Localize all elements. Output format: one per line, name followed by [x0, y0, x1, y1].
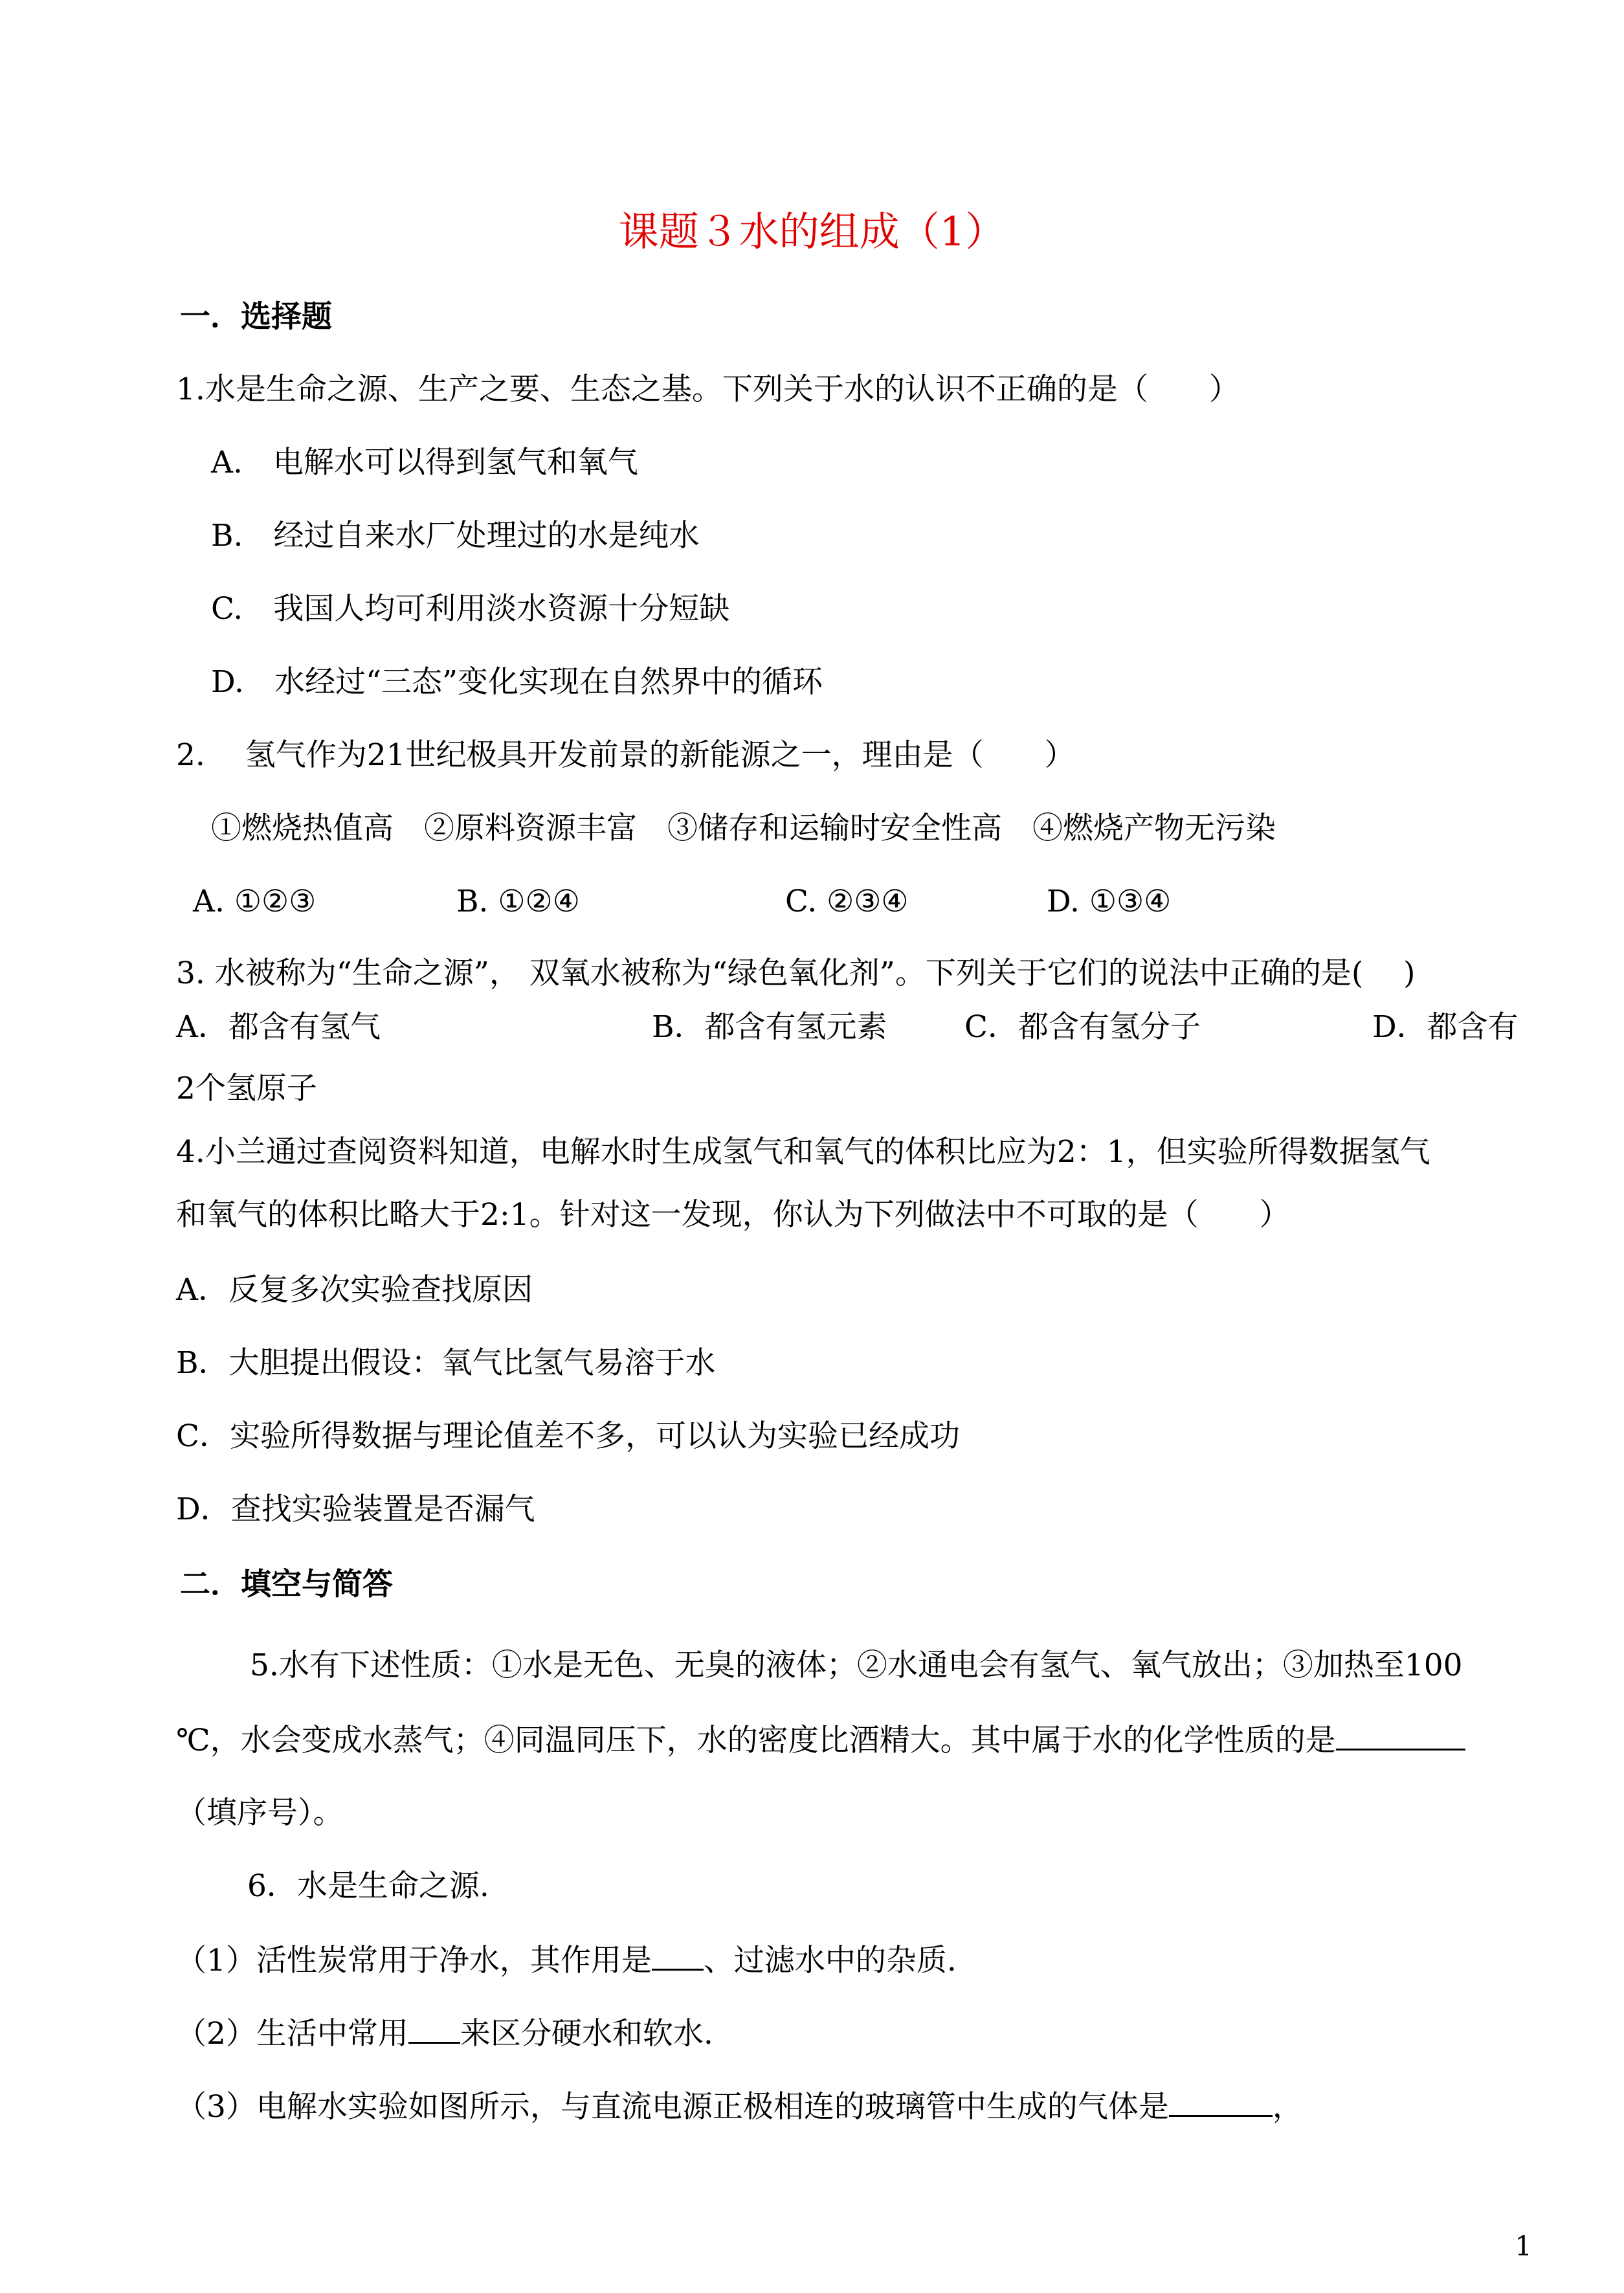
question-6-part-1 [176, 1940, 957, 1980]
question-6-part-2 [176, 2013, 713, 2053]
question-4-option-b: B．大胆提出假设：氧气比氢气易溶于水 [176, 1345, 716, 1381]
question-2-option-a: A. ①②③ [193, 884, 317, 919]
question-3-option-c: C．都含有氢分子 [964, 1009, 1201, 1045]
question-5-line-1: 5.水有下述性质：①水是无色、无臭的液体；②水通电会有氢气、氧气放出；③加热至100 [250, 1648, 1463, 1683]
page-title: 课题３水的组成（1） [618, 208, 1006, 255]
question-3-option-d: D．都含有 [1372, 1009, 1518, 1045]
question-5-text: ℃，水会变成水蒸气；④同温同压下，水的密度比酒精大。其中属于水的化学性质的是 [176, 1723, 1336, 1758]
question-1-stem: 1.水是生命之源、生产之要、生态之基。下列关于水的认识不正确的是（ ） [176, 372, 1240, 407]
question-6-part-2-blank[interactable] [408, 2013, 460, 2044]
question-5-answer-blank[interactable] [1336, 1720, 1465, 1751]
page-number: 1 [1515, 2230, 1532, 2262]
question-6-part-2-text: （2）生活中常用 [176, 2016, 408, 2052]
question-5-line-2 [176, 1720, 1465, 1760]
question-6-part-3 [176, 2086, 1303, 2127]
question-4-option-d: D．查找实验装置是否漏气 [176, 1492, 535, 1527]
question-4-stem-line-2: 和氧气的体积比略大于2:1。针对这一发现，你认为下列做法中不可取的是（ ） [176, 1197, 1290, 1233]
question-6-part-1-text-after: 、过滤水中的杂质. [703, 1943, 957, 1978]
question-1-option-d: D. 水经过“三态”变化实现在自然界中的循环 [211, 664, 823, 700]
question-6-part-1-blank[interactable] [652, 1940, 704, 1971]
question-4-stem-line-1: 4.小兰通过查阅资料知道，电解水时生成氢气和氧气的体积比应为2：1，但实验所得数据氢气 [176, 1134, 1430, 1170]
question-1-option-c: C. 我国人均可利用淡水资源十分短缺 [211, 591, 730, 627]
question-4-option-c: C．实验所得数据与理论值差不多，可以认为实验已经成功 [176, 1418, 960, 1454]
question-3-option-a: A．都含有氢气 [176, 1009, 381, 1045]
question-6-part-2-text-after: 来区分硬水和软水. [460, 2016, 713, 2052]
question-2-option-d: D. ①③④ [1047, 884, 1172, 919]
question-2-option-b: B. ①②④ [456, 884, 580, 919]
question-2-statements: ①燃烧热值高 ②原料资源丰富 ③储存和运输时安全性高 ④燃烧产物无污染 [211, 811, 1276, 846]
question-1-option-b: B. 经过自来水厂处理过的水是纯水 [211, 518, 700, 554]
question-2-stem: 2. 氢气作为21世纪极具开发前景的新能源之一，理由是（ ） [176, 737, 1075, 773]
question-3-option-d-continued: 2个氢原子 [176, 1071, 317, 1106]
question-5-line-3: （填序号）。 [176, 1795, 344, 1831]
section-heading-fill-in: 二．填空与简答 [180, 1567, 393, 1602]
question-4-option-a: A．反复多次实验查找原因 [176, 1272, 533, 1308]
question-6-part-3-text-after: ， [1272, 2089, 1303, 2125]
question-6-part-3-text: （3）电解水实验如图所示，与直流电源正极相连的玻璃管中生成的气体是 [176, 2089, 1169, 2125]
question-6-stem: 6．水是生命之源. [247, 1868, 489, 1904]
question-2-option-c: C. ②③④ [785, 884, 909, 919]
section-heading-choice: 一．选择题 [180, 299, 332, 335]
question-1-option-a: A. 电解水可以得到氢气和氧气 [211, 445, 638, 480]
question-3-stem: 3. 水被称为“生命之源”， 双氧水被称为“绿色氧化剂”。下列关于它们的说法中正确的是( ) [176, 956, 1416, 991]
question-3-option-b: B．都含有氢元素 [652, 1009, 887, 1045]
question-6-part-3-blank[interactable] [1169, 2086, 1273, 2117]
question-6-part-1-text: （1）活性炭常用于净水，其作用是 [176, 1943, 652, 1978]
